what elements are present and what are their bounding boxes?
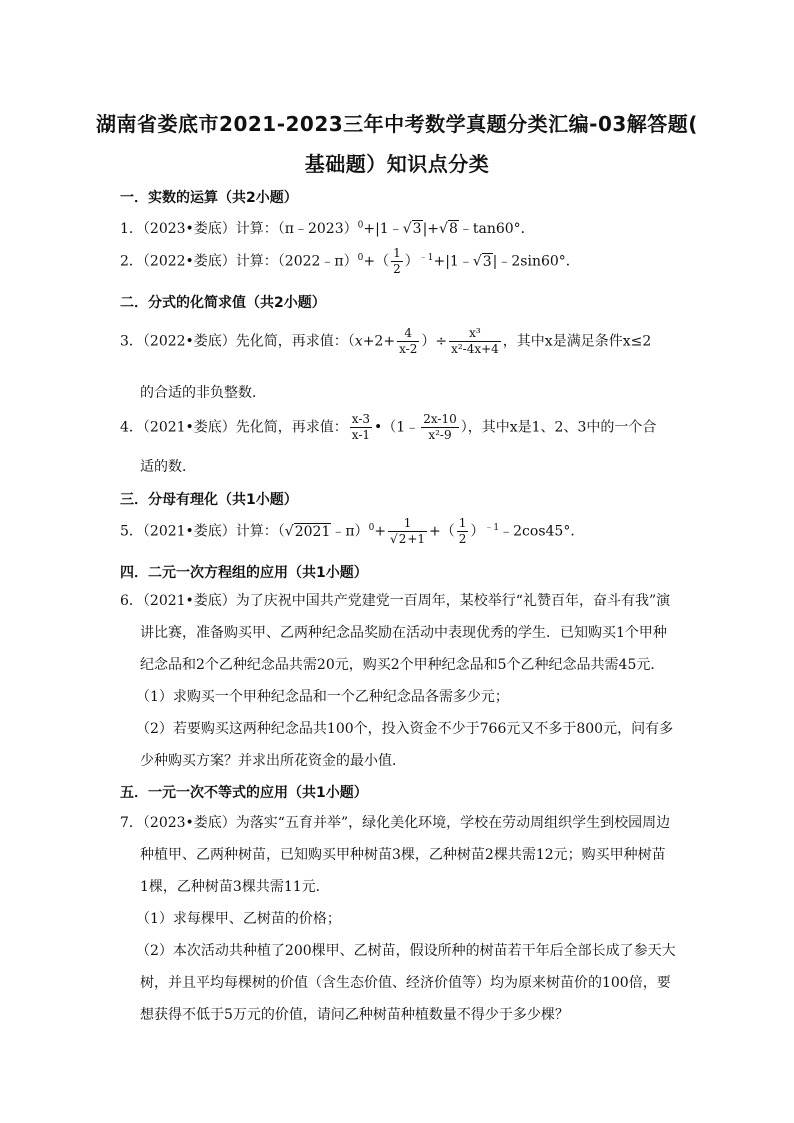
q3-var: x xyxy=(354,333,363,350)
q3-frac1-num: 4 xyxy=(397,326,419,342)
question-3 xyxy=(120,326,651,357)
question-6-line3: 纪念品和2个乙种纪念品共需20元，购买2个甲种纪念品和5个乙种纪念品共需45元． xyxy=(140,657,665,673)
q4-fraction-2 xyxy=(421,412,459,443)
q1-radicand-2: 8 xyxy=(448,221,458,237)
q5-exp-neg: ﹣1 xyxy=(484,522,500,533)
q2-frac-den: 2 xyxy=(393,262,401,276)
q5-minus: ﹣π） xyxy=(331,523,369,540)
q3-frac1-den: x-2 xyxy=(399,342,418,356)
q5-plus: + xyxy=(374,523,387,540)
question-6-line6: 少种购买方案？并求出所花资金的最小值． xyxy=(140,753,406,769)
q3-plus: +2+ xyxy=(362,333,396,350)
q5-frac1-radicand: 2 xyxy=(398,532,407,546)
q1-mid2: |+ xyxy=(422,221,440,237)
q1-radicand-1: 3 xyxy=(412,221,422,237)
q4-fraction-1 xyxy=(350,412,372,443)
q5-frac2-num: 1 xyxy=(458,516,467,530)
section-heading-2: 二．分式的化简求值（共2小题） xyxy=(120,295,326,311)
q5-close: ） xyxy=(470,523,485,540)
q5-exp0: 0 xyxy=(368,522,375,533)
q2-exp-neg: ﹣1 xyxy=(418,252,434,263)
question-1: 1．（2023•娄底）计算：（π﹣2023）$^0$+|1﹣√3|+√8﹣tan60°． xyxy=(120,220,535,237)
question-6-part2: （2）若要购买这两种纪念品共100个，投入资金不少于766元又不多于800元，问有多 xyxy=(136,721,674,737)
q1-lead: 1．（2023•娄底）计算：（π﹣2023） xyxy=(120,221,358,237)
question-6-line2: 讲比赛，准备购买甲、乙两种纪念品奖励在活动中表现优秀的学生．已知购买1个甲种 xyxy=(140,625,667,641)
q3-div: ）÷ xyxy=(421,333,448,350)
q1-exp: 0 xyxy=(357,220,364,231)
q1-tail: ﹣tan60°． xyxy=(458,221,535,237)
q4-frac2-den: x²-9 xyxy=(428,428,452,442)
q5-plus2: +（ xyxy=(429,523,455,540)
q2-frac-num: 1 xyxy=(393,246,401,260)
section-heading-1: 一．实数的运算（共2小题） xyxy=(120,190,298,206)
q2-close: ） xyxy=(404,253,419,270)
question-3-line2: 的合适的非负整数． xyxy=(140,385,266,401)
q4-lead: 4．（2021•娄底）先化简，再求值： xyxy=(120,419,348,436)
q2-exp0: 0 xyxy=(357,252,364,263)
q2-plus: +（ xyxy=(363,253,390,270)
q2-mid: +|1﹣ xyxy=(433,253,473,270)
q2-radicand: 3 xyxy=(482,253,492,270)
q4-frac1-num: x-3 xyxy=(351,412,371,426)
question-7-line2: 种植甲、乙两种树苗，已知购买甲种树苗3棵，乙种树苗2棵共需12元；购买甲种树苗 xyxy=(140,847,666,863)
q3-fraction-2 xyxy=(449,326,501,357)
doc-title-line1: 湖南省娄底市2021-2023三年中考数学真题分类汇编-03解答题( xyxy=(96,112,698,136)
question-6-line1: 6．（2021•娄底）为了庆祝中国共产党建党一百周年，某校举行“礼赞百年，奋斗有我”演 xyxy=(120,593,671,609)
section-heading-5: 五．一元一次不等式的应用（共1小题） xyxy=(120,785,368,801)
q2-tail: |﹣2sin60°． xyxy=(492,253,580,270)
q3-lead: 3．（2022•娄底）先化简，再求值：（ xyxy=(120,333,355,350)
question-2: 2．（2022•娄底）计算：（2022﹣π）$^0$+（ $\frac{1}{2}$ ）$^{﹣1}$+|1﹣√3|﹣2sin60°． xyxy=(120,246,580,276)
section-heading-4: 四．二元一次方程组的应用（共1小题） xyxy=(120,565,368,581)
question-7-line3: 1棵，乙种树苗3棵共需11元． xyxy=(140,879,330,895)
q5-fraction-2 xyxy=(457,516,469,547)
question-4-line2: 适的数． xyxy=(140,459,196,475)
q5-radicand: 2021 xyxy=(294,523,331,540)
question-7-part1: （1）求每棵甲、乙树苗的价格； xyxy=(136,911,341,927)
q5-frac1-den-tail: +1 xyxy=(407,532,426,546)
q5-fraction-1 xyxy=(388,516,427,547)
question-4 xyxy=(120,412,656,443)
q3-fraction-1 xyxy=(397,326,419,357)
question-5: 5．（2021•娄底）计算：（√2021﹣π）$^0$+ $\frac{1}{√2+1}$ +（ $\frac{1}{2}$ ）$^{﹣1}$﹣2cos45°． xyxy=(120,516,585,546)
q3-frac2-den: x²-4x+4 xyxy=(451,342,499,356)
question-6-part1: （1）求购买一个甲种纪念品和一个乙种纪念品各需多少元； xyxy=(136,689,509,705)
section-heading-3: 三．分母有理化（共1小题） xyxy=(120,492,298,508)
q4-tail: ），其中x是1、2、3中的一个合 xyxy=(460,419,657,436)
q2-lead: 2．（2022•娄底）计算：（2022﹣π） xyxy=(120,253,358,270)
q3-tail: ，其中x是满足条件x≤2 xyxy=(502,333,652,350)
q4-dot: •（1﹣ xyxy=(374,419,420,436)
q4-frac1-den: x-1 xyxy=(351,428,371,442)
question-7-line6: 树，并且平均每棵树的价值（含生态价值、经济价值等）均为原来树苗价的100倍，要 xyxy=(140,975,671,991)
q3-frac2-num: x³ xyxy=(449,326,501,342)
q5-tail: ﹣2cos45°． xyxy=(499,523,585,540)
q1-mid: +|1﹣ xyxy=(363,221,403,237)
q5-frac1-num: 1 xyxy=(388,516,427,532)
question-7-line1: 7．（2023•娄底）为落实“五育并举”，绿化美化环境，学校在劳动周组织学生到校园周边 xyxy=(120,815,671,831)
question-7-line7: 想获得不低于5万元的价值，请问乙种树苗种植数量不得少于多少棵？ xyxy=(140,1007,569,1023)
q5-frac2-den: 2 xyxy=(458,532,467,546)
q4-frac2-num: 2x-10 xyxy=(423,412,457,426)
doc-title-line2: 基础题）知识点分类 xyxy=(304,152,490,176)
q5-frac1-den: √2+1 xyxy=(390,532,426,546)
question-7-part2: （2）本次活动共种植了200棵甲、乙树苗，假设所种的树苗若干年后全部长成了参天大 xyxy=(136,943,676,959)
q2-fraction xyxy=(391,246,403,277)
q5-lead: 5．（2021•娄底）计算：（ xyxy=(120,523,285,540)
